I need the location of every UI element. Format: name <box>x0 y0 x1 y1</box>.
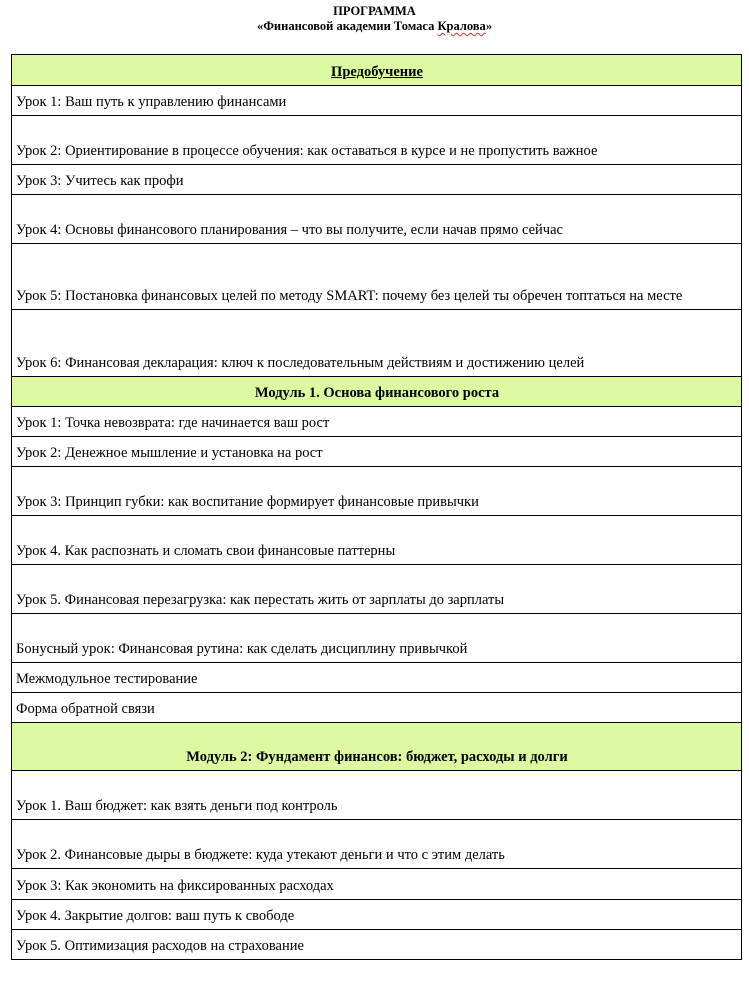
section-header-module-2: Модуль 2: Фундамент финансов: бюджет, расходы и долги <box>12 723 742 771</box>
program-title: ПРОГРАММА <box>333 4 416 18</box>
table-row: Урок 2: Денежное мышление и установка на рост <box>12 437 742 467</box>
table-row: Урок 1: Ваш путь к управлению финансами <box>12 86 742 116</box>
table-row: Урок 4. Закрытие долгов: ваш путь к свободе <box>12 900 742 930</box>
table-row: Урок 2: Ориентирование в процессе обучения: как оставаться в курсе и не пропустить важное <box>12 116 742 165</box>
table-row: Бонусный урок: Финансовая рутина: как сделать дисциплину привычкой <box>12 614 742 663</box>
table-row: Урок 5. Финансовая перезагрузка: как перестать жить от зарплаты до зарплаты <box>12 565 742 614</box>
table-row: Урок 3: Принцип губки: как воспитание формирует финансовые привычки <box>12 467 742 516</box>
table-row: Урок 4. Как распознать и сломать свои финансовые паттерны <box>12 516 742 565</box>
table-row: Межмодульное тестирование <box>12 663 742 693</box>
section-header-module-1: Модуль 1. Основа финансового роста <box>12 377 742 407</box>
table-row: Урок 1. Ваш бюджет: как взять деньги под контроль <box>12 771 742 820</box>
table-row: Урок 5. Оптимизация расходов на страхование <box>12 930 742 960</box>
program-subtitle: «Финансовой академии Томаса Кралова» <box>256 19 493 33</box>
table-row: Форма обратной связи <box>12 693 742 723</box>
table-row: Урок 3: Учитесь как профи <box>12 165 742 195</box>
table-row: Урок 1: Точка невозврата: где начинается ваш рост <box>12 407 742 437</box>
table-row: Урок 6: Финансовая декларация: ключ к последовательным действиям и достижению целей <box>12 310 742 377</box>
table-row: Урок 2. Финансовые дыры в бюджете: куда утекают деньги и что с этим делать <box>12 820 742 869</box>
table-row: Урок 5: Постановка финансовых целей по методу SMART: почему без целей ты обречен топтаться на месте <box>12 244 742 310</box>
table-row: Урок 4: Основы финансового планирования – что вы получите, если начав прямо сейчас <box>12 195 742 244</box>
spellcheck-word: Кралова <box>437 19 486 33</box>
table-row: Урок 3: Как экономить на фиксированных расходах <box>12 869 742 900</box>
section-header-preobuchenie: Предобучение <box>12 55 742 86</box>
program-table <box>11 54 742 960</box>
